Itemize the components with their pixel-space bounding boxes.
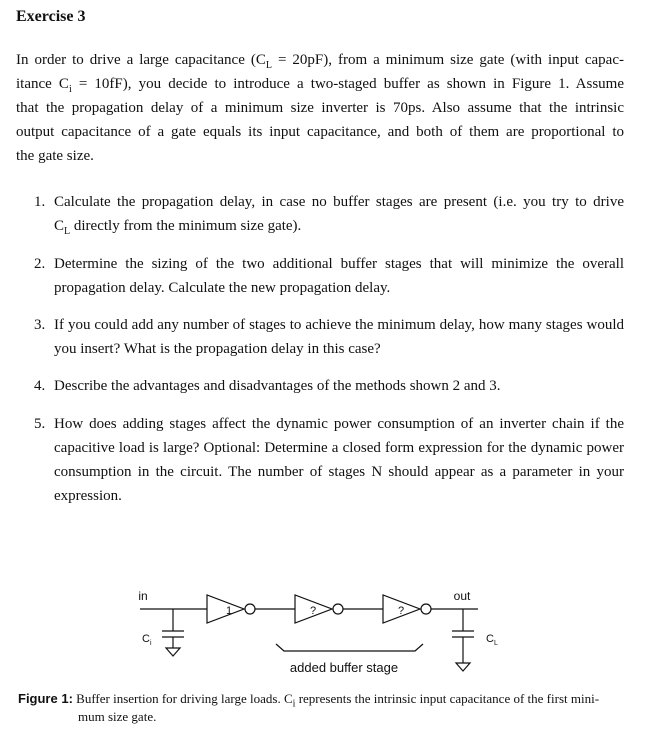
intro-line-4: output capacitance of a gate equals its input capacitance, and both of them are proportional to [16,124,624,140]
intro-line-3: that the propagation delay of a minimum size inverter is 70ps. Also assume that the intrinsic [16,100,624,116]
question-number: 4. [34,378,46,394]
intro-line-5: the gate size. [16,148,94,164]
cl-label: $C_L$ [486,633,498,647]
added-buffer-stage-label: added buffer stage [289,660,399,675]
exercise-title: Exercise 3 [16,8,86,25]
intro-line-2: itance $C_i = 10fF$), you decide to introduce a two-staged buffer as shown in Figure 1. Assume [16,76,624,95]
figure-caption [18,690,628,726]
question-item-3 [34,313,624,361]
question-number: 2. [34,256,46,272]
ci-label: $C_i$ [142,633,152,647]
question-item-4 [34,374,624,398]
stage-1-size-label: 1 [225,605,233,617]
buffer-circuit-diagram [0,580,647,680]
stage-3-size-label: ? [397,605,405,617]
cl-ground-icon [456,663,470,671]
stage-2-size-label: ? [309,605,317,617]
output-label: out [453,589,471,603]
input-label: in [138,589,148,603]
inverter-2-bubble [333,604,343,614]
buffer-brace [276,644,423,651]
question-item-5 [34,412,624,508]
caption-text: Buffer insertion for driving large loads. $C_i$ represents the intrinsic input capacitance of the first mini- [76,691,600,710]
question-text: How does adding stages affect the dynamic power consumption of an inverter chain if the capacitive load is large? Optional: Determine a closed form expression for the dynamic power consumption in the circuit. The number of stages N should appear as a parameter in your expression. [54,416,624,504]
question-number: 1. [34,194,46,210]
question-item-2 [34,252,624,300]
question-text: Describe the advantages and disadvantages of the methods shown 2 and 3. [54,378,501,394]
question-number: 3. [34,317,46,333]
intro-paragraph [16,48,624,168]
inverter-3-bubble [421,604,431,614]
ci-ground-icon [166,648,180,656]
question-text: Determine the sizing of the two additional buffer stages that will minimize the overall propagation delay. Calculate the new propagation delay. [54,256,624,296]
question-text: If you could add any number of stages to achieve the minimum delay, how many stages would you insert? What is the propagation delay in this case? [54,317,624,357]
question-text: Calculate the propagation delay, in case no buffer stages are present (i.e. you try to drive $C_L$ directly from the minimum size gate). [54,194,624,237]
question-item-1 [34,190,624,238]
caption-line-2: mum size gate. [78,709,157,724]
caption-label: Figure 1: [18,691,73,706]
intro-line-1: In order to drive a large capacitance $(C_L = 20pF)$, from a minimum size gate (with input capac- [16,52,624,71]
inverter-1-bubble [245,604,255,614]
question-number: 5. [34,416,46,432]
